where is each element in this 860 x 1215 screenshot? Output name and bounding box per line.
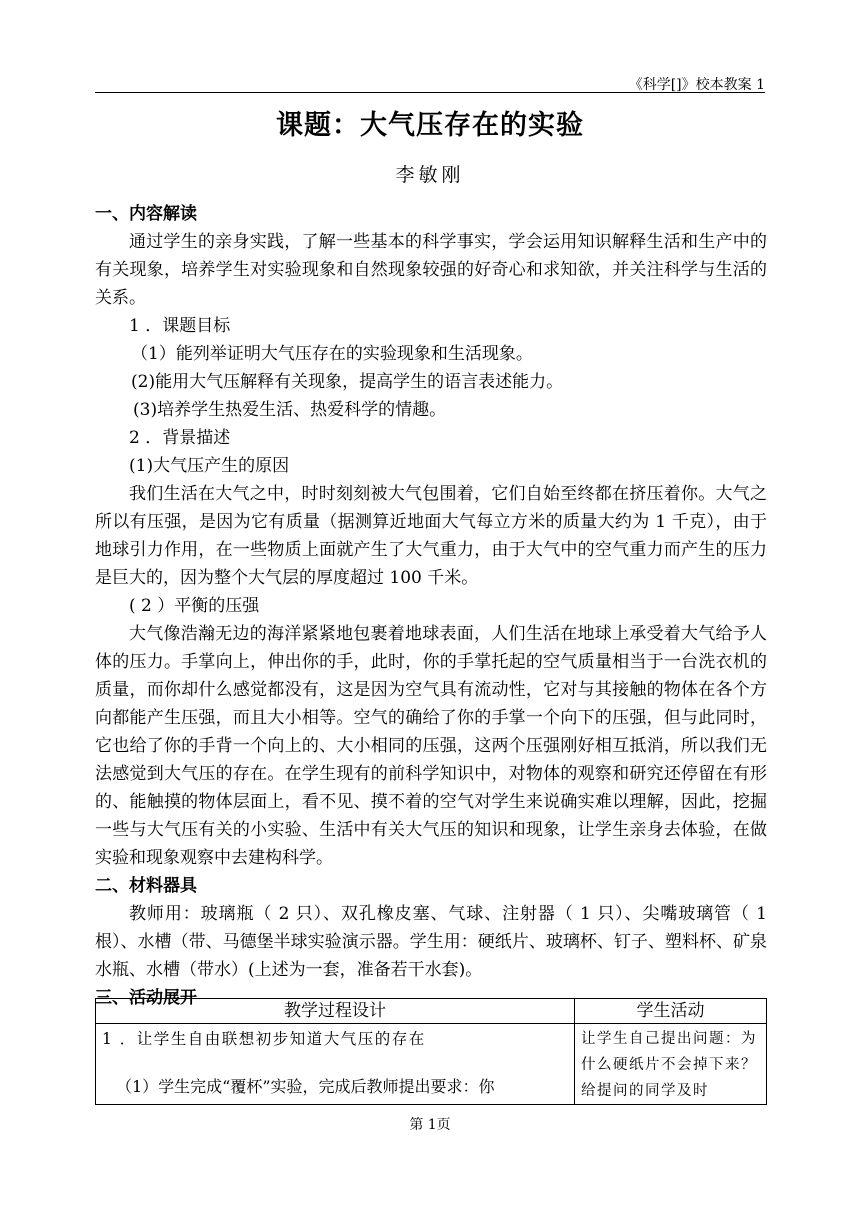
intro-paragraph: 通过学生的亲身实践，了解一些基本的科学事实，学会运用知识解释生活和生产中的有关现象，培养学生对实验现象和自然现象较强的好奇心和求知欲，并关注科学与生活的关系。 xyxy=(95,232,767,308)
author-name: 李敏刚 xyxy=(395,164,465,186)
background-paragraph-2: 大气像浩瀚无边的海洋紧紧地包裹着地球表面，人们生活在地球上承受着大气给予人体的压力。手掌向上，伸出你的手，此时，你的手掌托起的空气质量相当于一台洗衣机的质量，而你却什么感觉都没有，这是因为空气具有流动性，它对与其接触的物体在各个方向都能产生压强，而且大小相等。空气的确给了你的手掌一个向下的压强，但与此同时，它也给了你的手背一个向上的、大小相同的压强，这两个压强刚好相互抵消，所以我们无法感觉到大气压的存在。在学生现有的前科学知识中，对物体的观察和研究还停留在有形的、能触摸的物体层面上，看不见、摸不着的空气对学生来说确实难以理解，因此，挖掘一些与大气压有关的小实验、生活中有关大气压的知识和现象，让学生亲身去体验，在做实验和现象观察中去建构科学。 xyxy=(95,624,767,868)
header-rule xyxy=(95,92,765,93)
section-heading-materials: 二、材料器具 xyxy=(95,876,197,896)
table-header-process: 教学过程设计 xyxy=(96,999,575,1024)
background-paragraph-1: 我们生活在大气之中，时时刻刻被大气包围着，它们自始至终都在挤压着你。大气之所以有压强，是因为它有质量（据测算近地面大气每立方米的质量大约为 1 千克），由于地球引力作用，在一些物质上面就产生了大气重力，由于大气中的空气重力而产生的压力是巨大的，因为整个大气层的厚度超过 100 千米。 xyxy=(95,484,767,588)
table-row xyxy=(96,1024,767,1105)
table-cell-student xyxy=(575,1024,767,1105)
goal-item-2: (2)能用大气压解释有关现象，提高学生的语言表述能力。 xyxy=(131,372,564,392)
materials-paragraph: 教师用：玻璃瓶（ 2 只）、双孔橡皮塞、气球、注射器（ 1 只）、尖嘴玻璃管（ 1 根）、水槽（带、马德堡半球实验演示器。学生用：硬纸片、玻璃杯、钉子、塑料杯、矿泉水瓶、水槽（带水）(上述为一套，准备若干水套)。 xyxy=(95,904,767,980)
student-activity-text: 让学生自己提出问题：为什么硬纸片不会掉下来？给提问的同学及时 xyxy=(581,1031,757,1099)
table-header-student: 学生活动 xyxy=(575,999,767,1024)
section-heading-content: 一、内容解读 xyxy=(95,204,197,224)
table-header-row xyxy=(96,999,767,1024)
background-subheading-1: (1)大气压产生的原因 xyxy=(129,456,290,476)
activity-table xyxy=(95,998,767,1105)
page-title: 课题：大气压存在的实验 xyxy=(276,110,584,141)
table-cell-process xyxy=(96,1024,575,1105)
background-subheading-2: ( 2 ）平衡的压强 xyxy=(129,596,260,616)
goals-heading: 1 ．课题目标 xyxy=(129,316,231,336)
goal-item-3: (3)培养学生热爱生活、热爱科学的情趣。 xyxy=(133,400,447,420)
page-header: 《科学[]》校本教案 1 xyxy=(628,77,765,93)
document-body xyxy=(95,200,767,1012)
section-heading-activity: 三、活动展开 xyxy=(95,988,197,1008)
background-heading: 2 ．背景描述 xyxy=(129,428,231,448)
process-step-1: 1 ．让学生自由联想初步知道大气压的存在 xyxy=(102,1030,426,1048)
process-step-1-detail: （1）学生完成“覆杯”实验，完成后教师提出要求：你 xyxy=(116,1077,495,1096)
goal-item-1: （1）能列举证明大气压存在的实验现象和生活现象。 xyxy=(131,344,533,364)
page-footer: 第 1页 xyxy=(409,1117,451,1133)
